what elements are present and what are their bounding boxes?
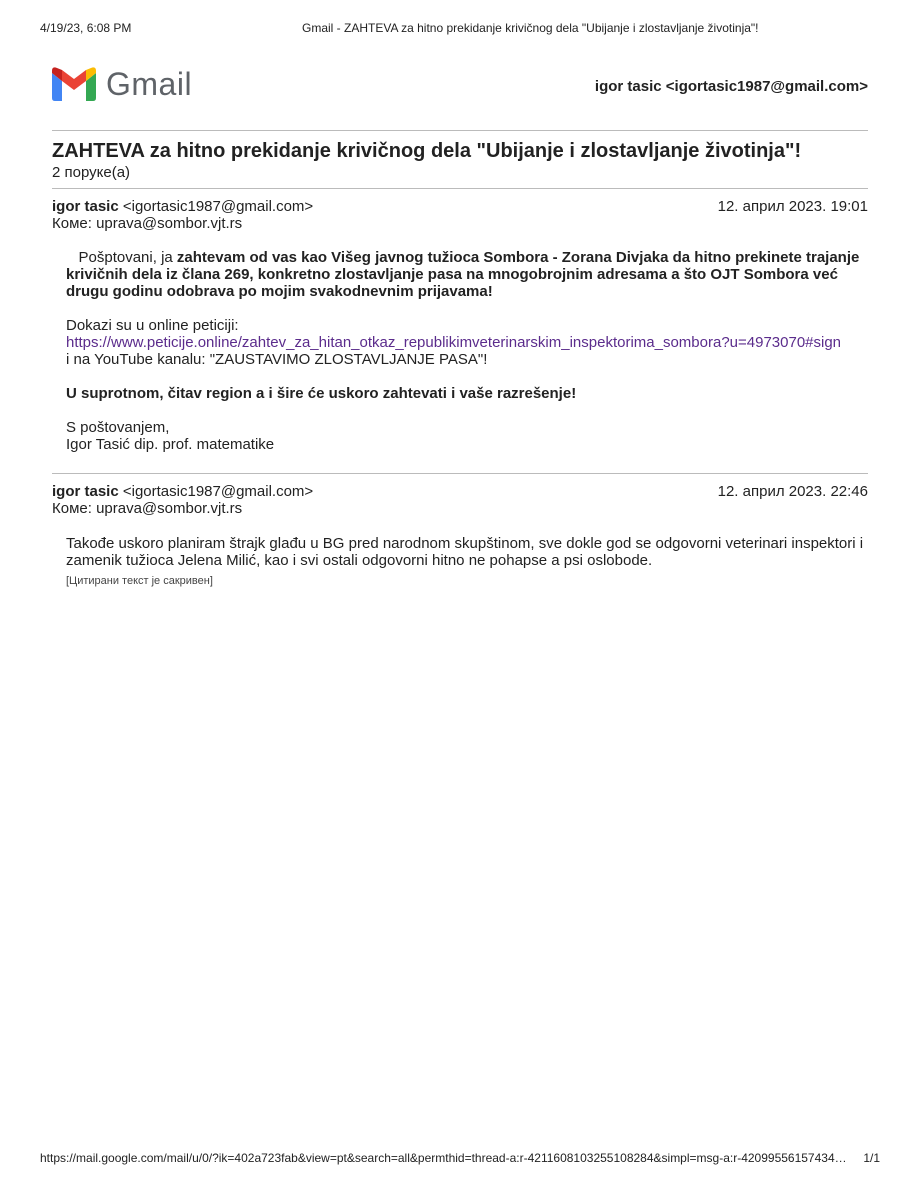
- message-body: [66, 249, 868, 453]
- sender-name: igor tasic: [52, 483, 119, 500]
- print-url: https://mail.google.com/mail/u/0/?ik=402a723fab&view=pt&search=all&permthid=thread-a:r-4211608103255108284&simpl=msg-a:r-42099556157434…: [40, 1151, 847, 1165]
- account-label: igor tasic <igortasic1987@gmail.com>: [594, 78, 868, 95]
- logo-row: [52, 64, 868, 114]
- body-paragraph: [66, 249, 868, 300]
- message-body: [66, 535, 868, 590]
- quoted-text-toggle[interactable]: [Цитирани текст је сакривен]: [66, 575, 213, 587]
- message-date: 12. април 2023. 19:01: [717, 198, 868, 215]
- gmail-wordmark: Gmail: [106, 66, 193, 102]
- message-date: 12. април 2023. 22:46: [717, 483, 868, 500]
- divider: [52, 188, 868, 189]
- greeting-text: Pošptovani, ja: [78, 249, 177, 266]
- gmail-logo[interactable]: [52, 64, 192, 104]
- page-number: 1/1: [863, 1151, 880, 1165]
- message-sender: [52, 483, 313, 500]
- print-footer: [40, 1151, 880, 1167]
- closing-text: S poštovanjem,: [66, 419, 170, 436]
- gmail-m-icon: [52, 67, 96, 101]
- print-title: Gmail - ZAHTEVA za hitno prekidanje krivičnog dela "Ubijanje i zlostavljanje životinja"!: [302, 21, 759, 35]
- divider: [52, 130, 868, 131]
- youtube-text: i na YouTube kanalu: "ZAUSTAVIMO ZLOSTAVLJANJE PASA"!: [66, 351, 488, 368]
- sender-name: igor tasic: [52, 198, 119, 215]
- print-header: [40, 21, 880, 37]
- message-recipient: Коме: uprava@sombor.vjt.rs: [52, 215, 243, 232]
- thread-subject: ZAHTEVA za hitno prekidanje krivičnog dela "Ubijanje i zlostavljanje životinja"!: [52, 140, 802, 162]
- message-recipient: Коме: uprava@sombor.vjt.rs: [52, 500, 243, 517]
- demand-text: zahtevam od vas kao Višeg javnog tužioca Sombora - Zorana Divjaka da hitno prekinete trajanje krivičnih dela iz člana 269, konkretno zlostavljanje pasa na mnogobrojnim adresama a što OJT Sombora već drugu godinu odobrava po mojim svakodnevnim prijavama!: [66, 249, 860, 300]
- body-paragraph: Takođe uskoro planiram štrajk glađu u BG pred narodnom skupštinom, sve dokle god se odgovorni veterinari inspektori i zamenik tužioca Jelena Milić, kao i svi ostali odgovorni hitno ne pohapse a psi oslobode.: [66, 535, 864, 569]
- message-sender: [52, 198, 313, 215]
- warning-text: U suprotnom, čitav region a i šire će uskoro zahtevati i vaše razrešenje!: [66, 385, 577, 402]
- sender-email: <igortasic1987@gmail.com>: [122, 198, 314, 215]
- signature-text: Igor Tasić dip. prof. matematike: [66, 436, 275, 453]
- petition-link[interactable]: https://www.peticije.online/zahtev_za_hitan_otkaz_republikimveterinarskim_inspektorima_sombora?u=4973070#sign: [66, 334, 842, 351]
- evidence-label: Dokazi su u online peticiji:: [66, 317, 239, 334]
- message-count: 2 поруке(а): [52, 164, 131, 181]
- print-datetime: 4/19/23, 6:08 PM: [40, 21, 132, 35]
- sender-email: <igortasic1987@gmail.com>: [122, 483, 314, 500]
- evidence-line: [66, 334, 868, 351]
- divider: [52, 473, 868, 474]
